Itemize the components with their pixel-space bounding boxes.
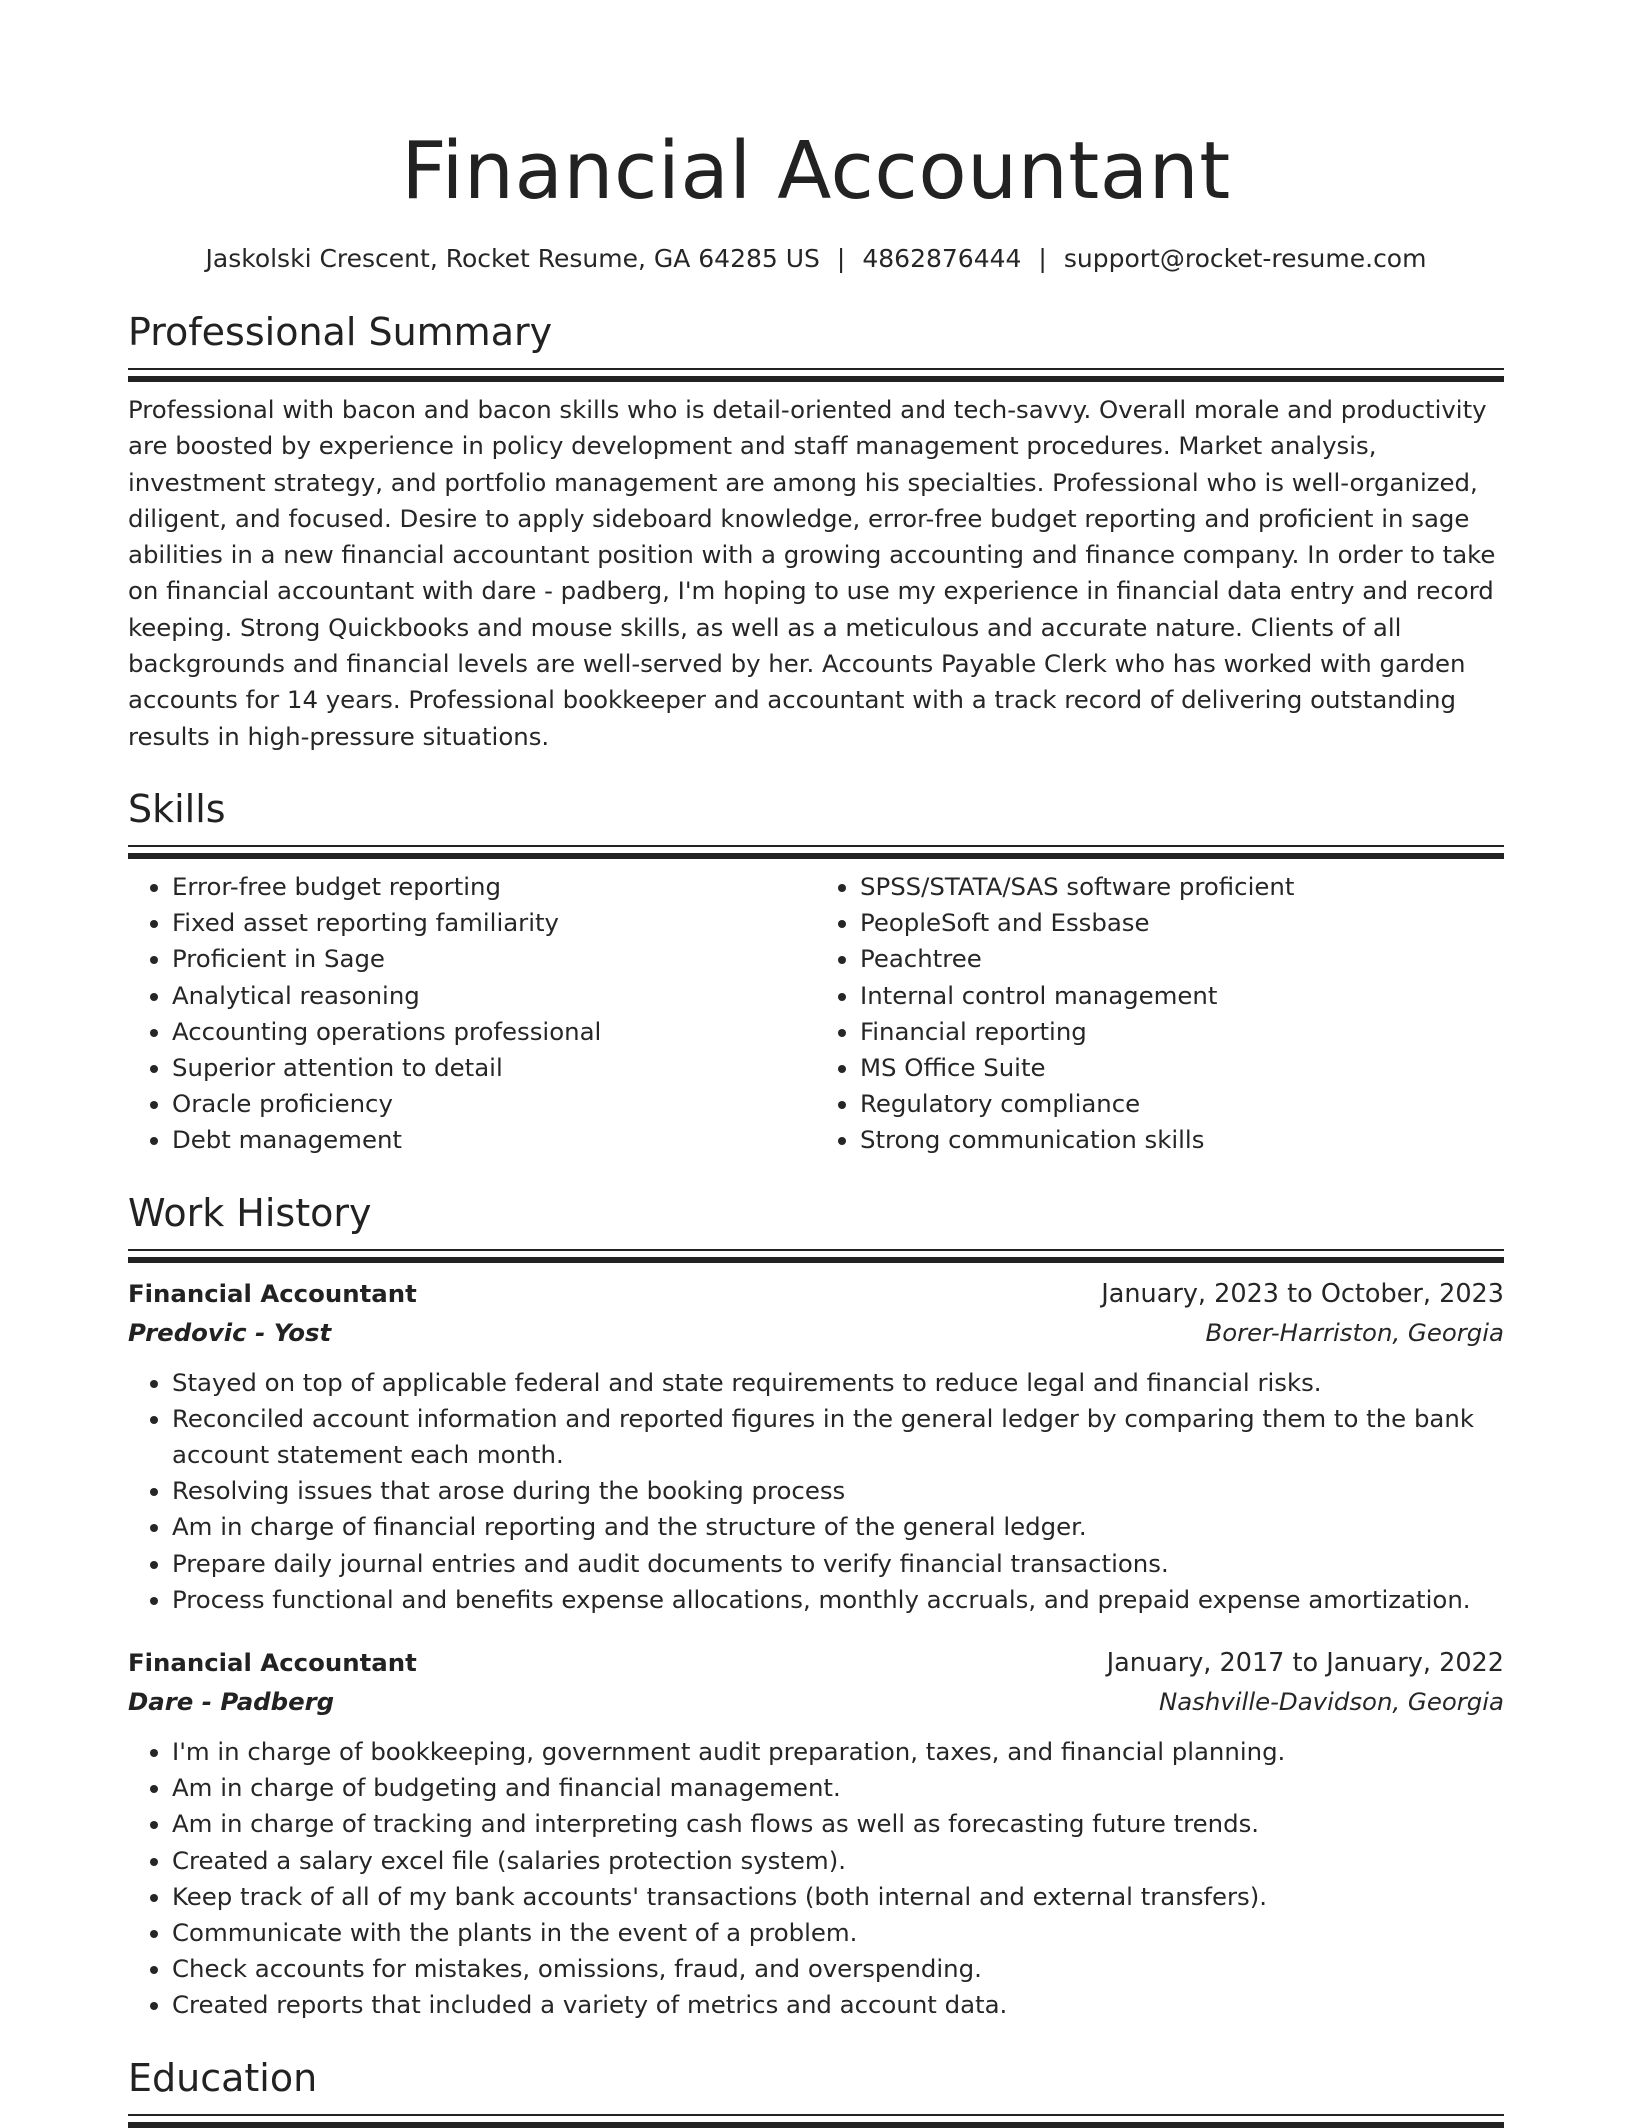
skill-item: • Accounting operations professional [172,1014,816,1050]
job-entry [128,1275,1504,1618]
skill-item: • SPSS/STATA/SAS software proficient [860,869,1504,905]
section-title-skills: Skills [128,786,226,831]
skill-item: • Analytical reasoning [172,978,816,1014]
summary-text: Professional with bacon and bacon skills who is detail-oriented and tech-savvy. Overall morale and productivity are boosted by experience in policy development and staff management procedures. Market analysis, investment strategy, and portfolio management are among his specialties. Professional who is well-organized, diligent, and focused. Desire to apply sideboard knowledge, error-free budget reporting and proficient in sage abilities in a new financial accountant position with a growing accounting and finance company. In order to take on financial accountant with dare - padberg, I'm hoping to use my experience in financial data entry and record keeping. Strong Quickbooks and mouse skills, as well as a meticulous and accurate nature. Clients of all backgrounds and financial levels are well-served by her. Accounts Payable Clerk who has worked with garden accounts for 14 years. Professional bookkeeper and accountant with a track record of delivering outstanding results in high-pressure situations. [128,395,1496,751]
job-header-row [128,1275,1504,1313]
skills-list-right [816,869,1504,1159]
job-header-row [128,1644,1504,1682]
skill-item: • Fixed asset reporting familiarity [172,905,816,941]
section-divider [128,1249,1504,1263]
section-divider [128,845,1504,859]
job-bullet: • Created a salary excel file (salaries protection system). [172,1843,1504,1879]
job-entry [128,1644,1504,2024]
skill-item: • Regulatory compliance [860,1086,1504,1122]
skill-item: • Oracle proficiency [172,1086,816,1122]
job-bullet: • Check accounts for mistakes, omissions, fraud, and overspending. [172,1951,1504,1987]
professional-summary-section [128,308,1504,755]
job-bullet: • I'm in charge of bookkeeping, government audit preparation, taxes, and financial planning. [172,1734,1504,1770]
job-bullet: • Am in charge of budgeting and financial management. [172,1770,1504,1806]
candidate-name: Financial Accountant [401,125,1231,217]
job-location: Borer-Harriston, Georgia [1205,1317,1504,1347]
skill-item: • Internal control management [860,978,1504,1014]
skill-item: • Error-free budget reporting [172,869,816,905]
job-location: Nashville-Davidson, Georgia [1158,1687,1504,1717]
job-bullets [128,1365,1504,1618]
contact-address: Jaskolski Crescent, Rocket Resume, GA 64285 US [205,244,820,273]
job-company: Predovic - Yost [128,1317,332,1347]
skill-item: • Strong communication skills [860,1122,1504,1158]
job-bullet: • Resolving issues that arose during the booking process [172,1473,1504,1509]
skills-section [128,785,1504,1159]
job-company-row [128,1313,1504,1353]
skills-column-right [816,869,1504,1159]
work-history-section [128,1189,1504,2024]
job-bullet: • Keep track of all of my bank accounts' transactions (both internal and external transfers). [172,1879,1504,1915]
skill-item: • Superior attention to detail [172,1050,816,1086]
job-bullet: • Am in charge of tracking and interpreting cash flows as well as forecasting future trends. [172,1806,1504,1842]
job-dates: January, 2023 to October, 2023 [1101,1278,1504,1309]
skills-columns [128,869,1504,1159]
skills-column-left [128,869,816,1159]
contact-separator: | [836,244,846,273]
contact-email: support@rocket-resume.com [1063,244,1427,273]
job-company: Dare - Padberg [128,1687,335,1717]
job-bullets [128,1734,1504,2024]
section-title-summary: Professional Summary [128,310,553,354]
education-section [128,2054,1504,2128]
skill-item: • MS Office Suite [860,1050,1504,1086]
job-title: Financial Accountant [128,1278,417,1308]
job-title: Financial Accountant [128,1648,417,1678]
job-bullet: • Created reports that included a variety of metrics and account data. [172,1987,1504,2023]
contact-separator: | [1038,244,1047,273]
skill-item: • Peachtree [860,941,1504,977]
skills-list-left [128,869,816,1159]
job-bullet: • Stayed on top of applicable federal and state requirements to reduce legal and financial risks. [172,1365,1504,1401]
skill-item: • Financial reporting [860,1014,1504,1050]
job-bullet: • Prepare daily journal entries and audit documents to verify financial transactions. [172,1546,1504,1582]
job-dates: January, 2017 to January, 2022 [1106,1648,1504,1679]
job-bullet: • Reconciled account information and reported figures in the general ledger by comparing them to the bank account statement each month. [172,1401,1504,1473]
skill-item: • PeopleSoft and Essbase [860,905,1504,941]
section-title-education: Education [128,2055,318,2100]
section-title-work-history: Work History [128,1190,372,1235]
section-divider [128,368,1504,382]
job-bullet: • Communicate with the plants in the event of a problem. [172,1915,1504,1951]
job-bullet: • Process functional and benefits expense allocations, monthly accruals, and prepaid expense amortization. [172,1582,1504,1618]
skill-item: • Debt management [172,1122,816,1158]
contact-line [128,242,1504,276]
contact-phone: 4862876444 [862,244,1022,273]
section-divider [128,2114,1504,2128]
job-company-row [128,1682,1504,1722]
skill-item: • Proficient in Sage [172,941,816,977]
job-bullet: • Am in charge of financial reporting and the structure of the general ledger. [172,1509,1504,1545]
